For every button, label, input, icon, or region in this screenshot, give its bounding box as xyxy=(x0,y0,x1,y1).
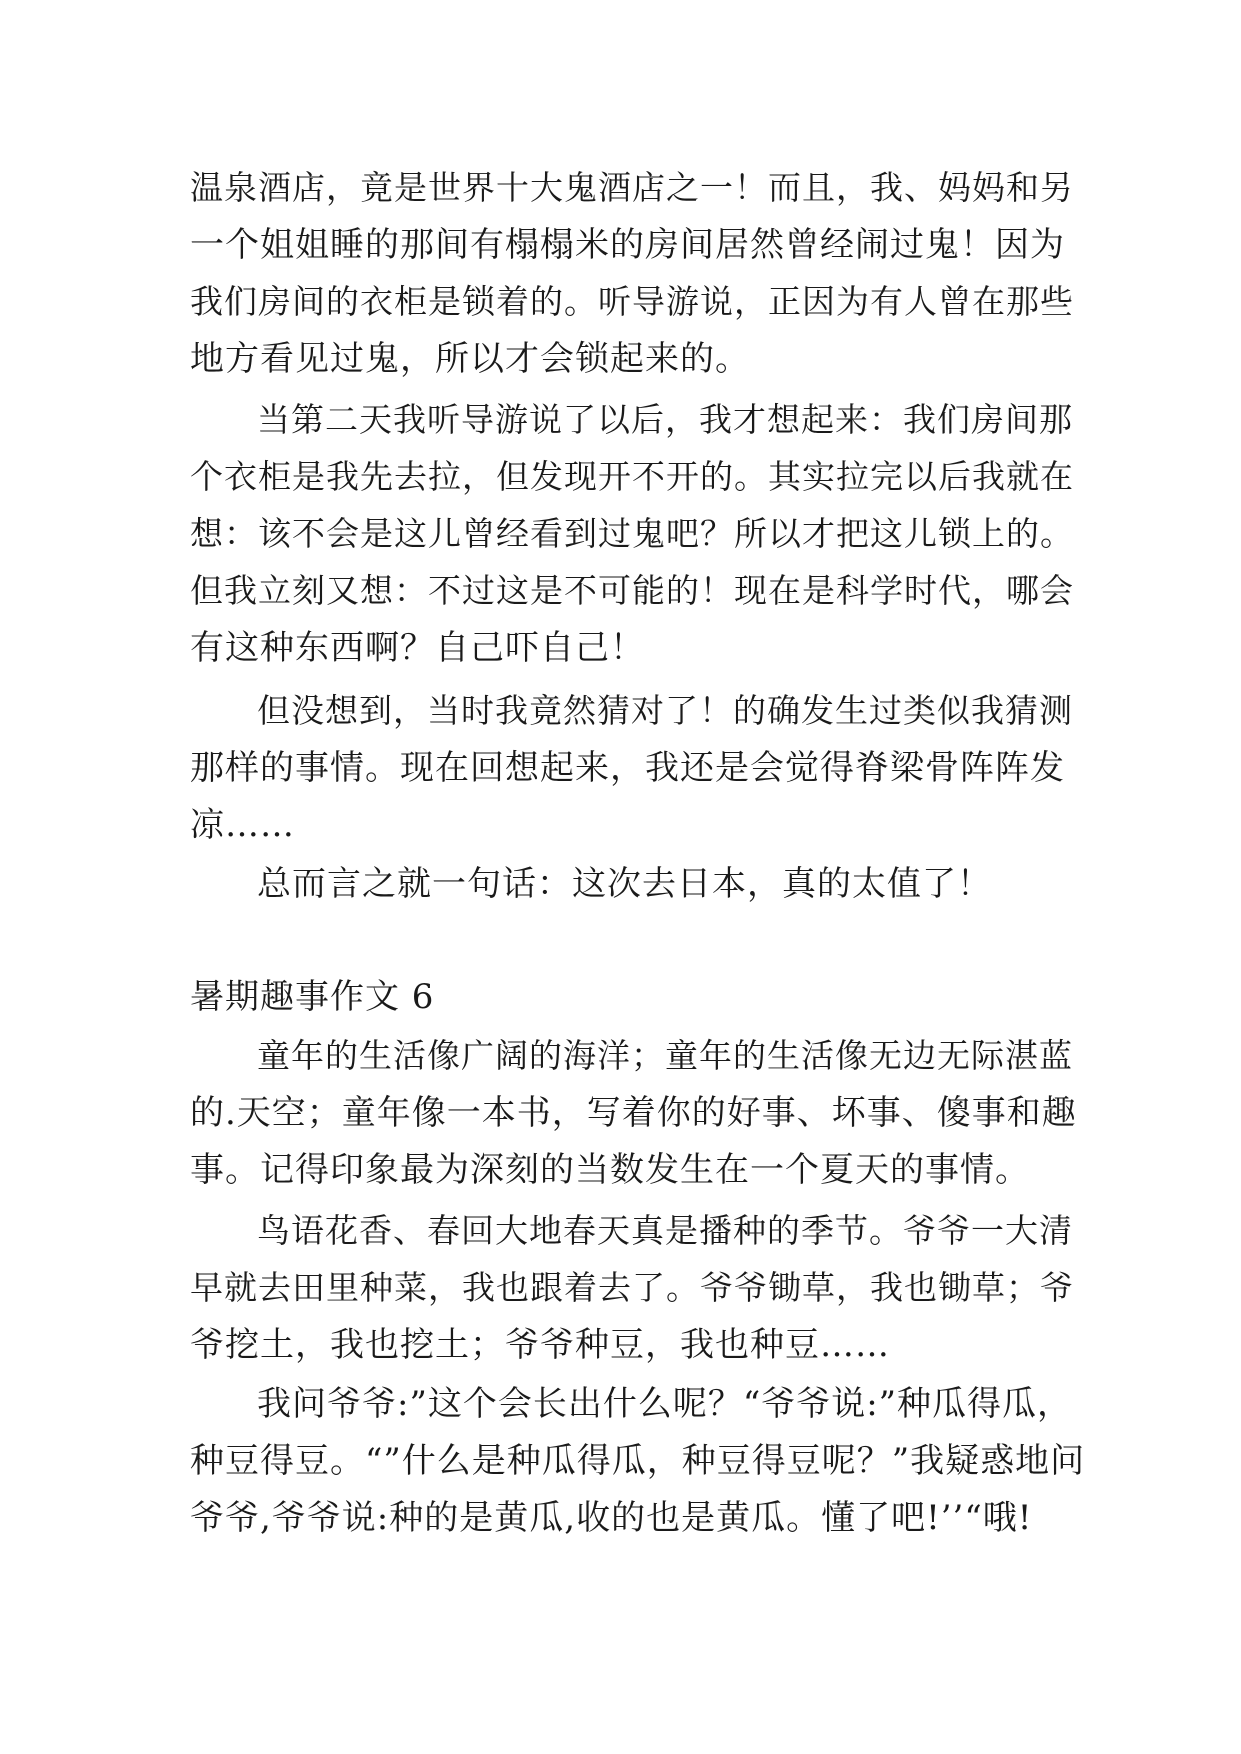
text-line: 那样的事情。现在回想起来，我还是会觉得脊梁骨阵阵发 xyxy=(190,748,1065,788)
text-line: 有这种东西啊？自己吓自己！ xyxy=(190,628,645,668)
paragraph-first-line: 童年的生活像广阔的海洋；童年的生活像无边无际湛蓝 xyxy=(257,1036,1073,1075)
text-line: 爷爷,爷爷说:种的是黄瓜,收的也是黄瓜。懂了吧!’’“哦! xyxy=(190,1498,1033,1538)
text-line: 想：该不会是这儿曾经看到过鬼吧？所以才把这儿锁上的。 xyxy=(190,514,1074,553)
paragraph-first-line: 总而言之就一句话：这次去日本，真的太值了！ xyxy=(257,864,992,904)
text-line: 爷挖土，我也挖土；爷爷种豆，我也种豆…… xyxy=(190,1325,890,1365)
paragraph-first-line: 鸟语花香、春回大地春天真是播种的季节。爷爷一大清 xyxy=(257,1211,1073,1250)
paragraph-first-line: 当第二天我听导游说了以后，我才想起来：我们房间那 xyxy=(257,400,1073,439)
text-line: 事。记得印象最为深刻的当数发生在一个夏天的事情。 xyxy=(190,1150,1030,1190)
text-line: 种豆得豆。“”什么是种瓜得瓜，种豆得豆呢？”我疑惑地问 xyxy=(190,1441,1086,1481)
text-line: 早就去田里种菜，我也跟着去了。爷爷锄草，我也锄草；爷 xyxy=(190,1268,1074,1307)
section-heading: 暑期趣事作文 6 xyxy=(190,977,435,1017)
text-line: 温泉酒店，竟是世界十大鬼酒店之一！而且，我、妈妈和另 xyxy=(190,168,1074,207)
text-line: 一个姐姐睡的那间有榻榻米的房间居然曾经闹过鬼！因为 xyxy=(190,225,1065,265)
text-line: 个衣柜是我先去拉，但发现开不开的。其实拉完以后我就在 xyxy=(190,457,1074,496)
text-line: 我们房间的衣柜是锁着的。听导游说，正因为有人曾在那些 xyxy=(190,282,1074,321)
text-line: 但我立刻又想：不过这是不可能的！现在是科学时代，哪会 xyxy=(190,571,1074,610)
paragraph-first-line: 但没想到，当时我竟然猜对了！的确发生过类似我猜测 xyxy=(257,691,1073,730)
text-line: 的.天空；童年像一本书，写着你的好事、坏事、傻事和趣 xyxy=(190,1093,1077,1133)
text-line: 凉…… xyxy=(190,805,295,845)
paragraph-first-line: 我问爷爷:”这个会长出什么呢？“爷爷说:”种瓜得瓜， xyxy=(257,1384,1073,1424)
text-line: 地方看见过鬼，所以才会锁起来的。 xyxy=(190,339,750,379)
